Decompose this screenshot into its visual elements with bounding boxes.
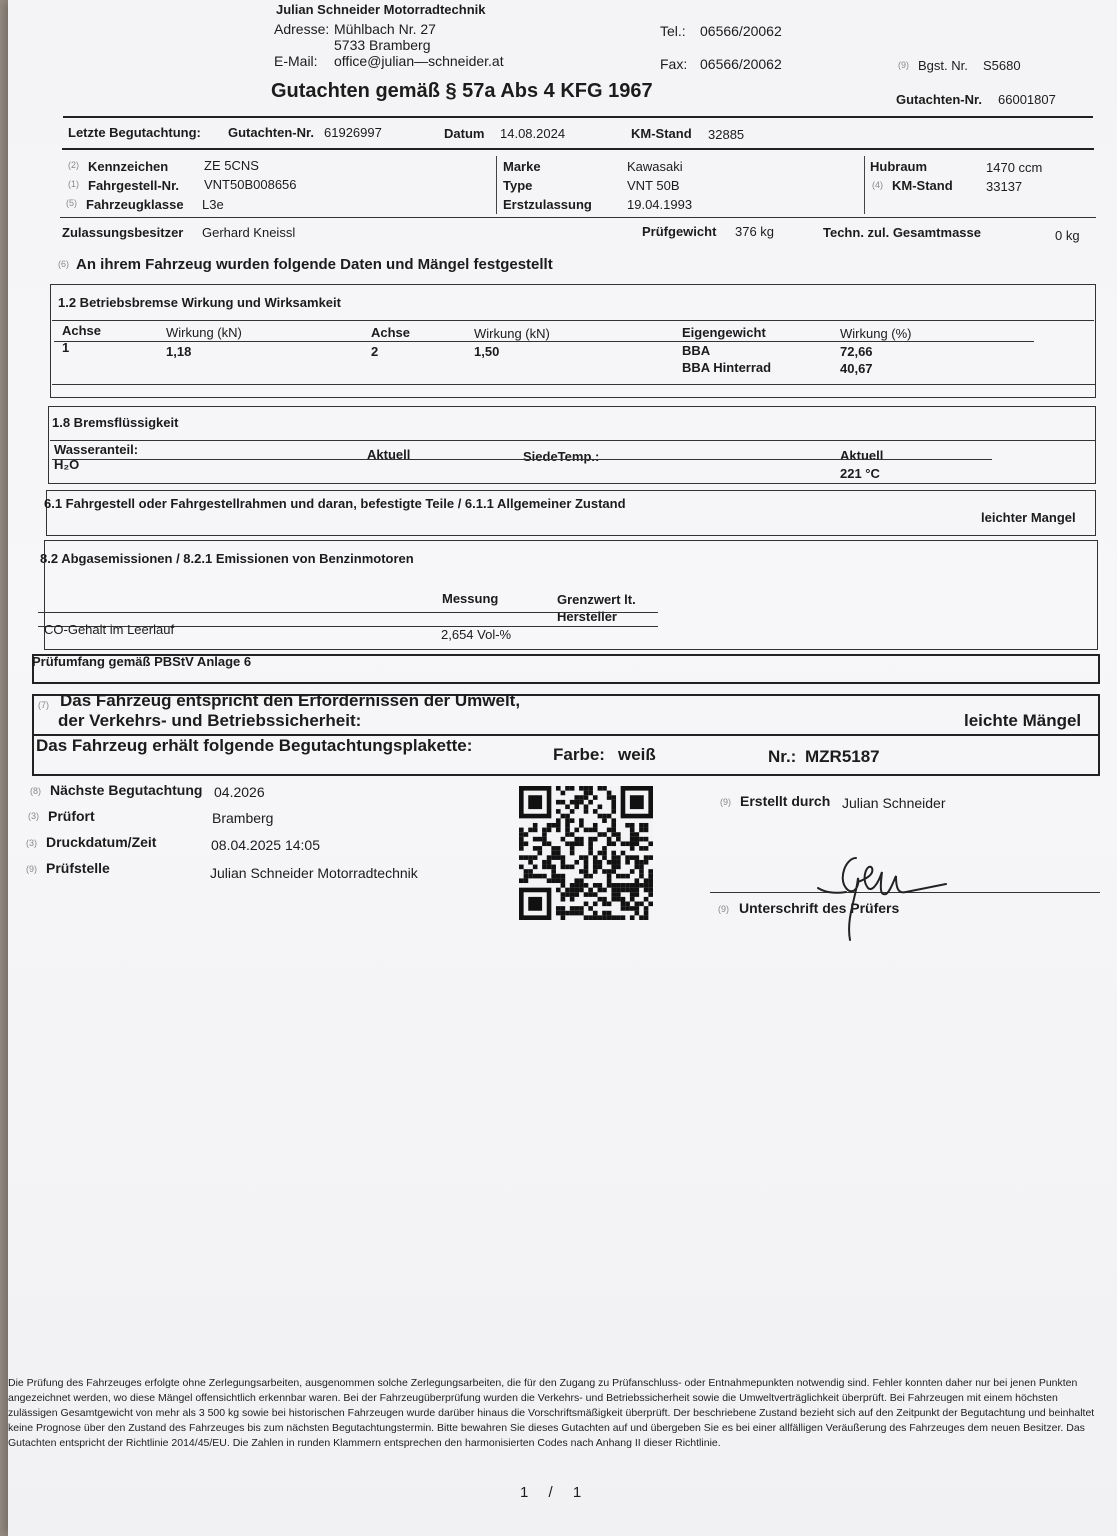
bgst-label: Bgst. Nr. [918,58,968,73]
km-label: KM-Stand [892,178,953,193]
gesamtmasse-label: Techn. zul. Gesamtmasse [823,225,981,240]
separator [496,156,497,214]
hubraum-label: Hubraum [870,159,928,174]
last-km: 32885 [708,127,745,142]
company-email: office@julian—schneider.at [334,53,504,69]
document-page [8,0,1117,1536]
km-value: 33137 [986,179,1023,194]
brake-h-wirkung1: Wirkung (kN) [166,325,242,340]
frame-result: leichter Mangel [981,510,1076,525]
ez-label: Erstzulassung [503,197,592,212]
brake-row1-value: 72,66 [840,344,873,359]
brake-row2-label: BBA Hinterrad [682,360,772,375]
code: (7) [38,700,49,710]
ort-label: Prüfort [48,808,95,824]
erstellt-value: Julian Schneider [842,795,946,811]
signature-image [816,848,956,944]
farbe-label: Farbe: [553,745,605,764]
code: (9) [720,797,731,807]
brake-title: 1.2 Betriebsbremse Wirkung und Wirksamkeit [58,295,341,310]
bgst-code: (9) [898,60,909,70]
next-value: 04.2026 [214,784,265,800]
qr-code-icon [518,786,654,920]
emissions-row-label: CO-Gehalt im Leerlauf [44,622,175,637]
last-km-label: KM-Stand [631,126,692,141]
divider [54,341,1034,342]
code: (1) [68,179,79,189]
type-label: Type [503,178,533,193]
klasse-label: Fahrzeugklasse [86,197,184,212]
code: (6) [58,259,69,269]
fgnr-value: VNT50B008656 [204,177,297,192]
owner-value: Gerhard Kneissl [202,225,296,240]
bgst-value: S5680 [983,58,1021,73]
code: (9) [26,864,37,874]
divider [38,612,658,613]
fluid-h-aktuell2: Aktuell [840,448,884,463]
druck-label: Druckdatum/Zeit [46,834,157,850]
gesamtmasse-value: 0 kg [1055,228,1080,243]
ez-value: 19.04.1993 [627,197,693,212]
fax-label: Fax: [660,56,688,72]
emissions-h-grenzwert2: Hersteller [557,609,617,624]
marke-label: Marke [503,159,541,174]
marke-value: Kawasaki [627,159,683,174]
emissions-h-messung: Messung [442,591,499,606]
druck-value: 08.04.2025 14:05 [211,837,320,853]
divider [52,384,1096,385]
last-inspection-label: Letzte Begutachtung: [68,125,201,140]
divider [62,148,1094,150]
footer-disclaimer: Die Prüfung des Fahrzeuges erfolgte ohne Zerlegungsarbeiten, ausgenommen solche Zerlegungsarbeiten, die für den Zugang zu Prüfanschluss- oder Entnahmepunkten notwendig sind. Fehler konnten daher nur bei jenen Punkten angezeichnet werden, wo diese Mängel offensichtlich erkennbar waren. Bei der Fahrzeugüberprüfung wurden die Verkehrs- und Betriebssicherheit sowie die Umweltverträglichkeit überprüft. Bei Fahrzeugen mit einem höchsten zulässigen Gesamtgewicht von mehr als 3 500 kg sowie bei historischen Fahrzeugen wurde darüber hinaus die Vorschriftsmäßigkeit überprüft. Der beschriebene Zustand bezieht sich auf den Zeitpunkt der Begutachtung und beinhaltet keine Prognose über den Zustand des Fahrzeuges bis zum nächsten Begutachtungstermin. Bitte bewahren Sie dieses Gutachten auf und übergeben Sie es bei einer allfälligen Veräußerung des Fahrzeuges dem neuen Besitzer. Das Gutachten entspricht der Richtlinie 2014/45/EU. Die Zahlen in runden Klammern entsprechen den harmonisierten Codes nach Anhang II dieser Richtlinie. [8,1377,1095,1449]
brake-row2-value: 40,67 [840,361,873,376]
last-nr: 61926997 [324,125,382,140]
type-value: VNT 50B [627,178,680,193]
report-no: 66001807 [998,92,1056,107]
code: (4) [872,180,883,190]
last-date-label: Datum [444,126,485,141]
email-label: E-Mail: [274,53,318,69]
frame-title: 6.1 Fahrgestell oder Fahrgestellrahmen und daran, befestigte Teile / 6.1.1 Allgemeiner Zustand [44,496,626,511]
code: (9) [718,904,729,914]
brake-h-achse1: Achse [62,323,102,338]
emissions-row-value: 2,654 Vol-% [441,627,512,642]
brake-wirkung1: 1,18 [166,344,192,359]
klasse-value: L3e [202,197,224,212]
emissions-title: 8.2 Abgasemissionen / 8.2.1 Emissionen von Benzinmotoren [40,551,414,566]
code: (3) [28,811,39,821]
verdict-result: leichte Mängel [964,711,1082,730]
kennzeichen-value: ZE 5CNS [204,158,259,173]
farbe-value: weiß [618,745,656,764]
defects-heading: An ihrem Fahrzeug wurden folgende Daten und Mängel festgestellt [76,256,553,273]
fgnr-label: Fahrgestell-Nr. [88,178,180,193]
next-label: Nächste Begutachtung [50,782,203,798]
divider [63,116,1093,118]
pruefgewicht-label: Prüfgewicht [642,224,717,239]
divider [50,440,1096,441]
divider [52,459,992,460]
page-title: Gutachten gemäß § 57a Abs 4 KFG 1967 [271,80,653,102]
separator [864,156,865,214]
kennzeichen-label: Kennzeichen [88,159,169,174]
fluid-section [48,406,1096,484]
code: (5) [66,198,77,208]
stelle-label: Prüfstelle [46,860,110,876]
code: (2) [68,160,79,170]
last-date: 14.08.2024 [500,126,566,141]
emissions-h-grenzwert1: Grenzwert lt. [557,592,636,607]
verdict-line2: der Verkehrs- und Betriebssicherheit: [58,711,362,730]
fluid-temp: 221 °C [840,466,880,481]
company-fax: 06566/20062 [700,56,782,72]
code: (8) [30,786,41,796]
fluid-h-wasser: Wasseranteil: [54,442,139,457]
company-tel: 06566/20062 [700,23,782,39]
fluid-h-aktuell1: Aktuell [367,447,411,462]
brake-h-wirkung-pct: Wirkung (%) [840,326,912,341]
brake-achse2: 2 [371,344,379,359]
fluid-h-siede: SiedeTemp.: [523,449,600,464]
plakette-nr-label: Nr.: [768,747,797,766]
plakette-nr: MZR5187 [805,747,880,766]
verdict-line1: Das Fahrzeug entspricht den Erfordernissen der Umwelt, [60,691,521,710]
plakette-label: Das Fahrzeug erhält folgende Begutachtungsplakette: [36,736,473,755]
fluid-h2o: H₂O [54,457,80,472]
erstellt-label: Erstellt durch [740,793,831,809]
stelle-value: Julian Schneider Motorradtechnik [210,865,418,881]
brake-h-eigengewicht: Eigengewicht [682,325,766,340]
last-nr-label: Gutachten-Nr. [228,125,314,140]
report-no-label: Gutachten-Nr. [896,92,982,107]
unterschrift-label: Unterschrift des Prüfers [739,900,900,916]
divider [52,320,1094,321]
ort-value: Bramberg [212,810,274,826]
brake-row1-label: BBA [682,343,711,358]
scope-text: Prüfumfang gemäß PBStV Anlage 6 [32,654,252,669]
company-name: Julian Schneider Motorradtechnik [276,2,486,17]
code: (3) [26,838,37,848]
brake-h-wirkung2: Wirkung (kN) [474,326,550,341]
brake-wirkung2: 1,50 [474,344,500,359]
brake-h-achse2: Achse [371,325,411,340]
brake-achse1: 1 [62,340,70,355]
company-street: Mühlbach Nr. 27 [334,21,436,37]
address-label: Adresse: [274,21,330,37]
pruefgewicht-value: 376 kg [735,224,775,239]
company-city: 5733 Bramberg [334,37,431,53]
hubraum-value: 1470 ccm [986,160,1043,175]
fluid-title: 1.8 Bremsflüssigkeit [52,415,179,430]
owner-label: Zulassungsbesitzer [62,225,184,240]
tel-label: Tel.: [660,23,686,39]
page-number: 1 / 1 [520,1484,590,1501]
divider [60,217,1096,218]
